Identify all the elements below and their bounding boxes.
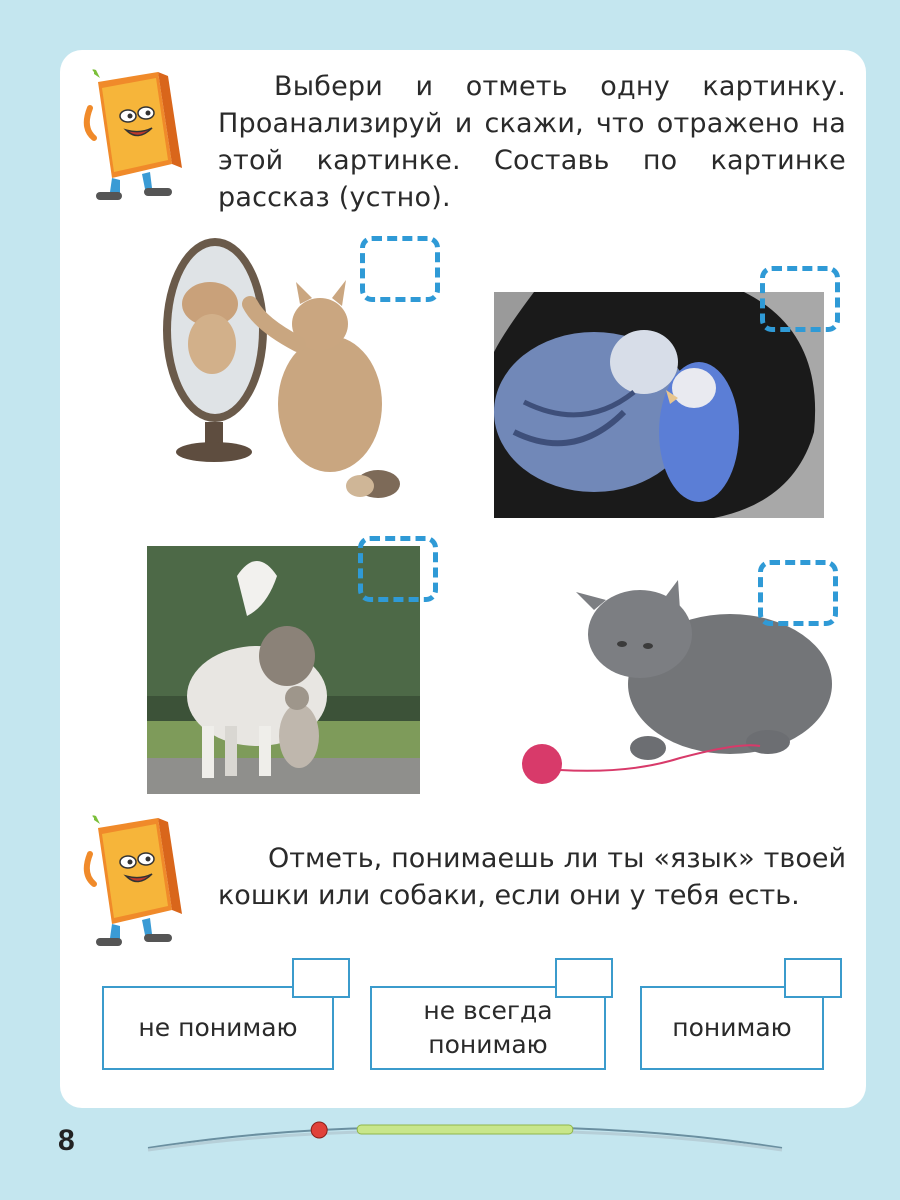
task1-instruction: Выбери и отметь одну картинку. Проанализируй и скажи, что отражено на этой картинке. Составь по картинке рассказ (устно). [218,71,846,213]
progress-track [140,1110,790,1158]
progress-marker [311,1122,327,1138]
picture-select-box[interactable] [758,560,838,626]
answer-checkbox[interactable] [784,958,842,998]
progress-segment [357,1125,573,1134]
answer-option-not-understand[interactable] [102,986,334,1070]
book-mascot-icon [80,814,186,948]
answer-option-understand[interactable] [640,986,824,1070]
answer-checkbox[interactable] [555,958,613,998]
task2-instruction: Отметь, понимаешь ли ты «язык» твоей кошки или собаки, если они у тебя есть. [218,843,846,911]
page-number: 8 [58,1124,75,1157]
picture-select-box[interactable] [358,536,438,602]
answer-label: не всегда понимаю [423,996,553,1059]
answer-option-not-always[interactable] [370,986,606,1070]
answer-label: не понимаю [138,1013,298,1042]
answer-label: понимаю [672,1013,792,1042]
picture-select-box[interactable] [760,266,840,332]
picture-select-box[interactable] [360,236,440,302]
answer-checkbox[interactable] [292,958,350,998]
book-mascot-icon [80,68,186,202]
